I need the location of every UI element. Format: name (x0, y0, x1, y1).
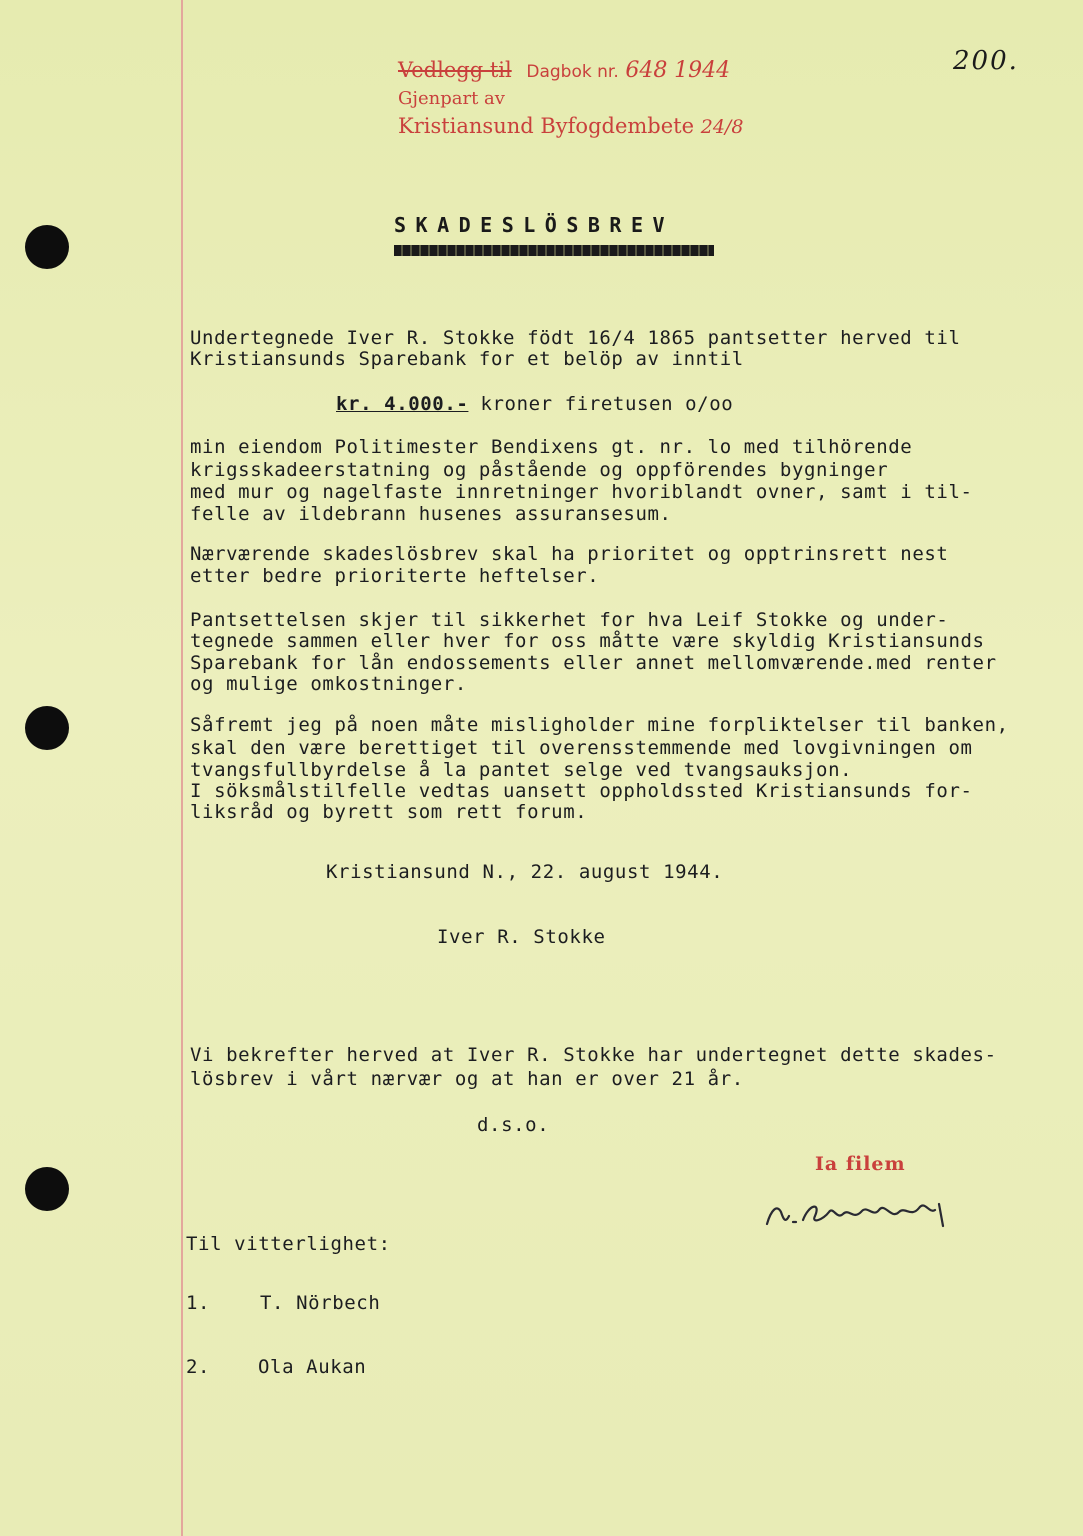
body-line: etter bedre prioriterte heftelser. (190, 565, 600, 587)
stamp-line-1 (398, 58, 730, 83)
body-line: tegnede sammen eller hver for oss måtte være skyldig Kristiansunds (190, 630, 985, 652)
document-title: SKADESLÖSBREV (394, 213, 675, 237)
amount-words: kroner firetusen o/oo (480, 393, 734, 415)
stamp-line-3 (398, 114, 743, 138)
punch-hole-bottom (25, 1167, 69, 1211)
body-line: Undertegnede Iver R. Stokke födt 16/4 1865 pantsetter herved til (190, 327, 961, 349)
body-line: med mur og nagelfaste innretninger hvoriblandt ovner, samt i til- (190, 481, 973, 503)
body-line: og mulige omkostninger. (190, 673, 467, 695)
stamp-dagbok-label: Dagbok nr. (526, 62, 619, 82)
title-underline (394, 245, 714, 256)
body-line: min eiendom Politimester Bendixens gt. nr. lo med tilhörende (190, 436, 913, 458)
punch-hole-top (25, 225, 69, 269)
filing-stamp: Ia filem (815, 1153, 906, 1175)
red-margin-line (181, 0, 183, 1536)
page-number: 200. (953, 46, 1019, 76)
body-line: Nærværende skadeslösbrev skal ha prioritet og opptrinsrett nest (190, 543, 949, 565)
dso: d.s.o. (477, 1114, 550, 1136)
witness-statement-line: lösbrev i vårt nærvær og at han er over 21 år. (190, 1068, 744, 1090)
signer-name: Iver R. Stokke (437, 926, 606, 948)
body-line: Pantsettelsen skjer til sikkerhet for hva Leif Stokke og under- (190, 609, 949, 631)
stamp-gjenpart: Gjenpart av (398, 88, 505, 109)
stamp-date-handwritten: 24/8 (700, 116, 744, 138)
witness-statement-line: Vi bekrefter herved at Iver R. Stokke har undertegnet dette skades- (190, 1044, 997, 1066)
stamp-office: Kristiansund Byfogdembete (398, 114, 695, 138)
handwritten-signature (763, 1190, 963, 1240)
witness-number: 2. (186, 1356, 211, 1378)
punch-hole-middle (25, 706, 69, 750)
witness-name: Ola Aukan (258, 1356, 367, 1378)
body-line: Kristiansunds Sparebank for et belöp av inntil (190, 348, 744, 370)
stamp-year: 1944 (674, 58, 731, 83)
witness-name: T. Nörbech (260, 1292, 381, 1314)
witness-number: 1. (186, 1292, 211, 1314)
body-line: Sparebank for lån endossements eller annet mellomværende.med renter (190, 652, 997, 674)
body-line: skal den være berettiget til overensstemmende med lovgivningen om (190, 737, 973, 759)
stamp-dagbok-number: 648 (625, 58, 668, 83)
body-line: Såfremt jeg på noen måte misligholder mine forpliktelser til banken, (190, 714, 1009, 736)
amount-line (336, 393, 733, 415)
amount-value: kr. 4.000.- (336, 393, 469, 415)
body-line: tvangsfullbyrdelse å la pantet selge ved tvangsauksjon. (190, 759, 853, 781)
body-line: liksråd og byrett som rett forum. (190, 801, 588, 823)
witness-heading: Til vitterlighet: (186, 1233, 391, 1255)
body-line: krigsskadeerstatning og påstående og oppförendes bygninger (190, 459, 889, 481)
place-date: Kristiansund N., 22. august 1944. (326, 861, 724, 883)
stamp-vedlegg: Vedlegg til (398, 58, 512, 82)
body-line: I söksmålstilfelle vedtas uansett oppholdssted Kristiansunds for- (190, 780, 973, 802)
body-line: felle av ildebrann husenes assuransesum. (190, 503, 672, 525)
